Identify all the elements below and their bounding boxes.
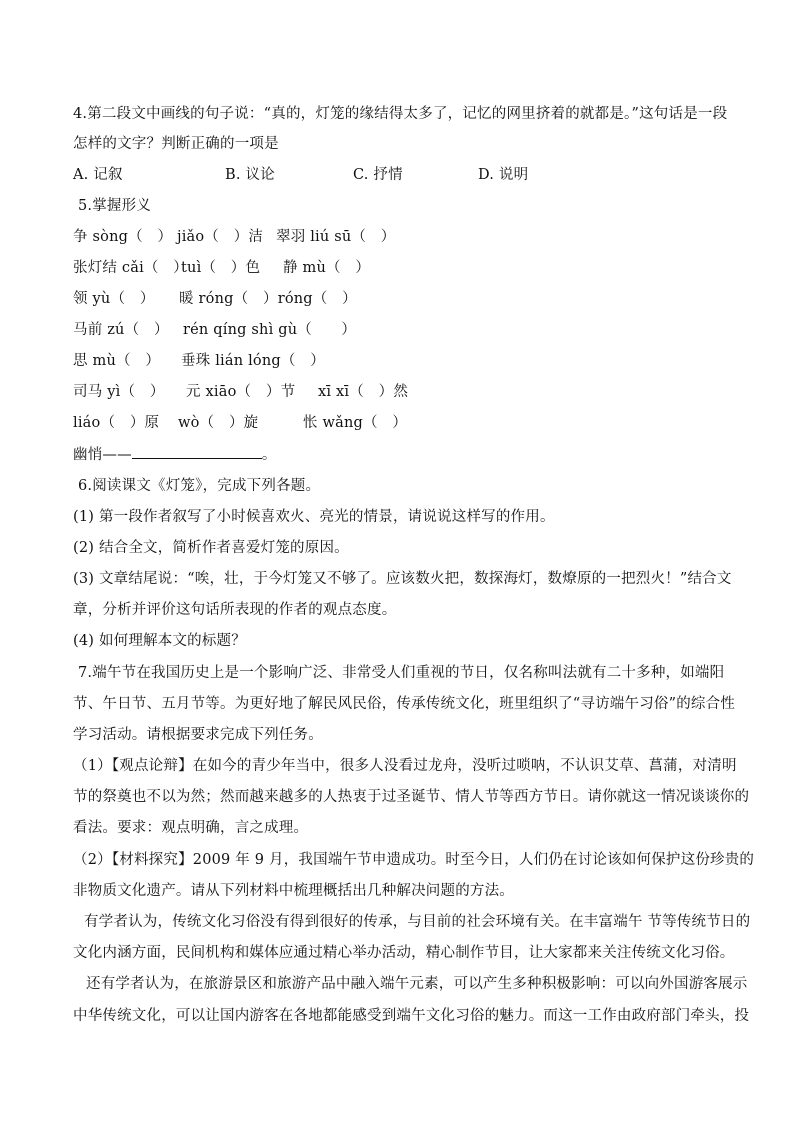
q4-option-c: C. 抒情	[353, 167, 403, 183]
q5-item: rén qíng shì gù（ ）	[183, 322, 357, 338]
q7-task-1-line-2: 节的祭奠也不以为然；然而越来越多的人热衷于过圣诞节、情人节等西方节日。请你就这一情况谈谈你的	[73, 789, 750, 805]
q7-task-1-line-1: （1）【观点论辩】在如今的青少年当中，很多人没看过龙舟，没听过唢呐，不认识艾草、菖蒲，对清明	[73, 758, 737, 774]
q5-item: tuì（ ）色	[181, 260, 261, 276]
q5-last-line	[73, 444, 277, 465]
q7-material-2-line-1: 还有学者认为，在旅游景区和旅游产品中融入端午元素，可以产生多种积极影响：可以向外国游客展示	[86, 976, 748, 992]
answer-blank[interactable]	[132, 444, 262, 459]
q5-row-2	[73, 258, 673, 278]
q5-row-1	[73, 227, 673, 247]
q5-item: liáo（ ）原	[73, 415, 160, 431]
q4-line-2: 怎样的文字？判断正确的一项是	[73, 136, 279, 152]
q5-item: 元 xiāo（ ）节	[186, 384, 296, 400]
q6-title: 6.阅读课文《灯笼》，完成下列各题。	[78, 478, 321, 494]
q5-row-4	[73, 320, 673, 340]
q5-item: 翠羽 liú sū（ ）	[276, 229, 396, 245]
q7-task-1-line-3: 看法。要求：观点明确，言之成理。	[73, 820, 309, 836]
q7-material-1-line-1: 有学者认为，传统文化习俗没有得到很好的传承，与目前的社会环境有关。在丰富端午 节等传统节日的	[84, 914, 751, 930]
q5-last-prefix: 幽悄——	[73, 447, 132, 463]
q6-part-2: (2) 结合全文，简析作者喜爱灯笼的原因。	[73, 540, 349, 556]
q6-part-3-line-1: (3) 文章结尾说：“唉，壮，于今灯笼又不够了。应该数火把，数探海灯，数燎原的一把烈火！”结合文	[73, 571, 732, 587]
q7-task-2-line-2: 非物质文化遗产。请从下列材料中梳理概括出几种解决问题的方法。	[73, 883, 514, 899]
q5-title: 5.掌握形义	[78, 198, 152, 214]
q5-item: 静 mù（ ）	[283, 260, 371, 276]
q4-option-a: A. 记叙	[73, 167, 123, 183]
q5-item: 司马 yì（ ）	[73, 384, 165, 400]
q5-item: 思 mù（ ）	[73, 353, 161, 369]
q5-row-6	[73, 382, 673, 402]
q6-part-4: (4) 如何理解本文的标题？	[73, 633, 246, 649]
q5-item: 怅 wǎng（ ）	[303, 415, 408, 431]
q5-item: 马前 zú（ ）	[73, 322, 169, 338]
q5-item: xī xī（ ）然	[318, 384, 409, 400]
q7-intro-line-3: 学习活动。请根据要求完成下列任务。	[73, 727, 323, 743]
q5-row-5	[73, 351, 673, 371]
q5-item: jiǎo（ ）洁	[177, 229, 264, 245]
q5-row-3	[73, 289, 673, 309]
q5-item: 暖 róng（ ）róng（ ）	[179, 291, 357, 307]
q5-row-7	[73, 413, 673, 433]
q7-intro-line-1: 7.端午节在我国历史上是一个影响广泛、非常受人们重视的节日，仅名称叫法就有二十多种，如端阳	[78, 665, 725, 681]
q7-task-2-line-1: （2）【材料探究】2009 年 9 月，我国端午节申遗成功。时至今日，人们仍在讨论该如何保护这份珍贵的	[73, 852, 755, 868]
q5-item: 张灯结 cǎi（ ）	[73, 260, 189, 276]
q7-material-1-line-2: 文化内涵方面，民间机构和媒体应通过精心举办活动，精心制作节目，让大家都来关注传统文化习俗。	[73, 945, 735, 961]
q7-intro-line-2: 节、午日节、五月节等。为更好地了解民风民俗，传承传统文化，班里组织了“寻访端午习俗”的综合性	[73, 696, 736, 712]
q5-item: 领 yù（ ）	[73, 291, 155, 307]
q5-last-suffix: 。	[261, 447, 277, 463]
q6-part-3-line-2: 章，分析并评价这句话所表现的作者的观点态度。	[73, 602, 397, 618]
q4-option-d: D. 说明	[478, 167, 529, 183]
q4-option-b: B. 议论	[225, 167, 275, 183]
q5-item: 垂珠 lián lóng（ ）	[181, 353, 325, 369]
q4-options	[73, 165, 673, 185]
q4-line-1: 4.第二段文中画线的句子说：“真的，灯笼的缘结得太多了，记忆的网里挤着的就都是。”这句话是一段	[73, 106, 728, 122]
q5-item: wò（ ）旋	[178, 415, 259, 431]
q5-item: 争 sòng（ ）	[73, 229, 173, 245]
q7-material-2-line-2: 中华传统文化，可以让国内游客在各地都能感受到端午文化习俗的魅力。而这一工作由政府部门牵头，投	[73, 1008, 750, 1024]
q6-part-1: (1) 第一段作者叙写了小时候喜欢火、亮光的情景，请说说这样写的作用。	[73, 509, 555, 525]
